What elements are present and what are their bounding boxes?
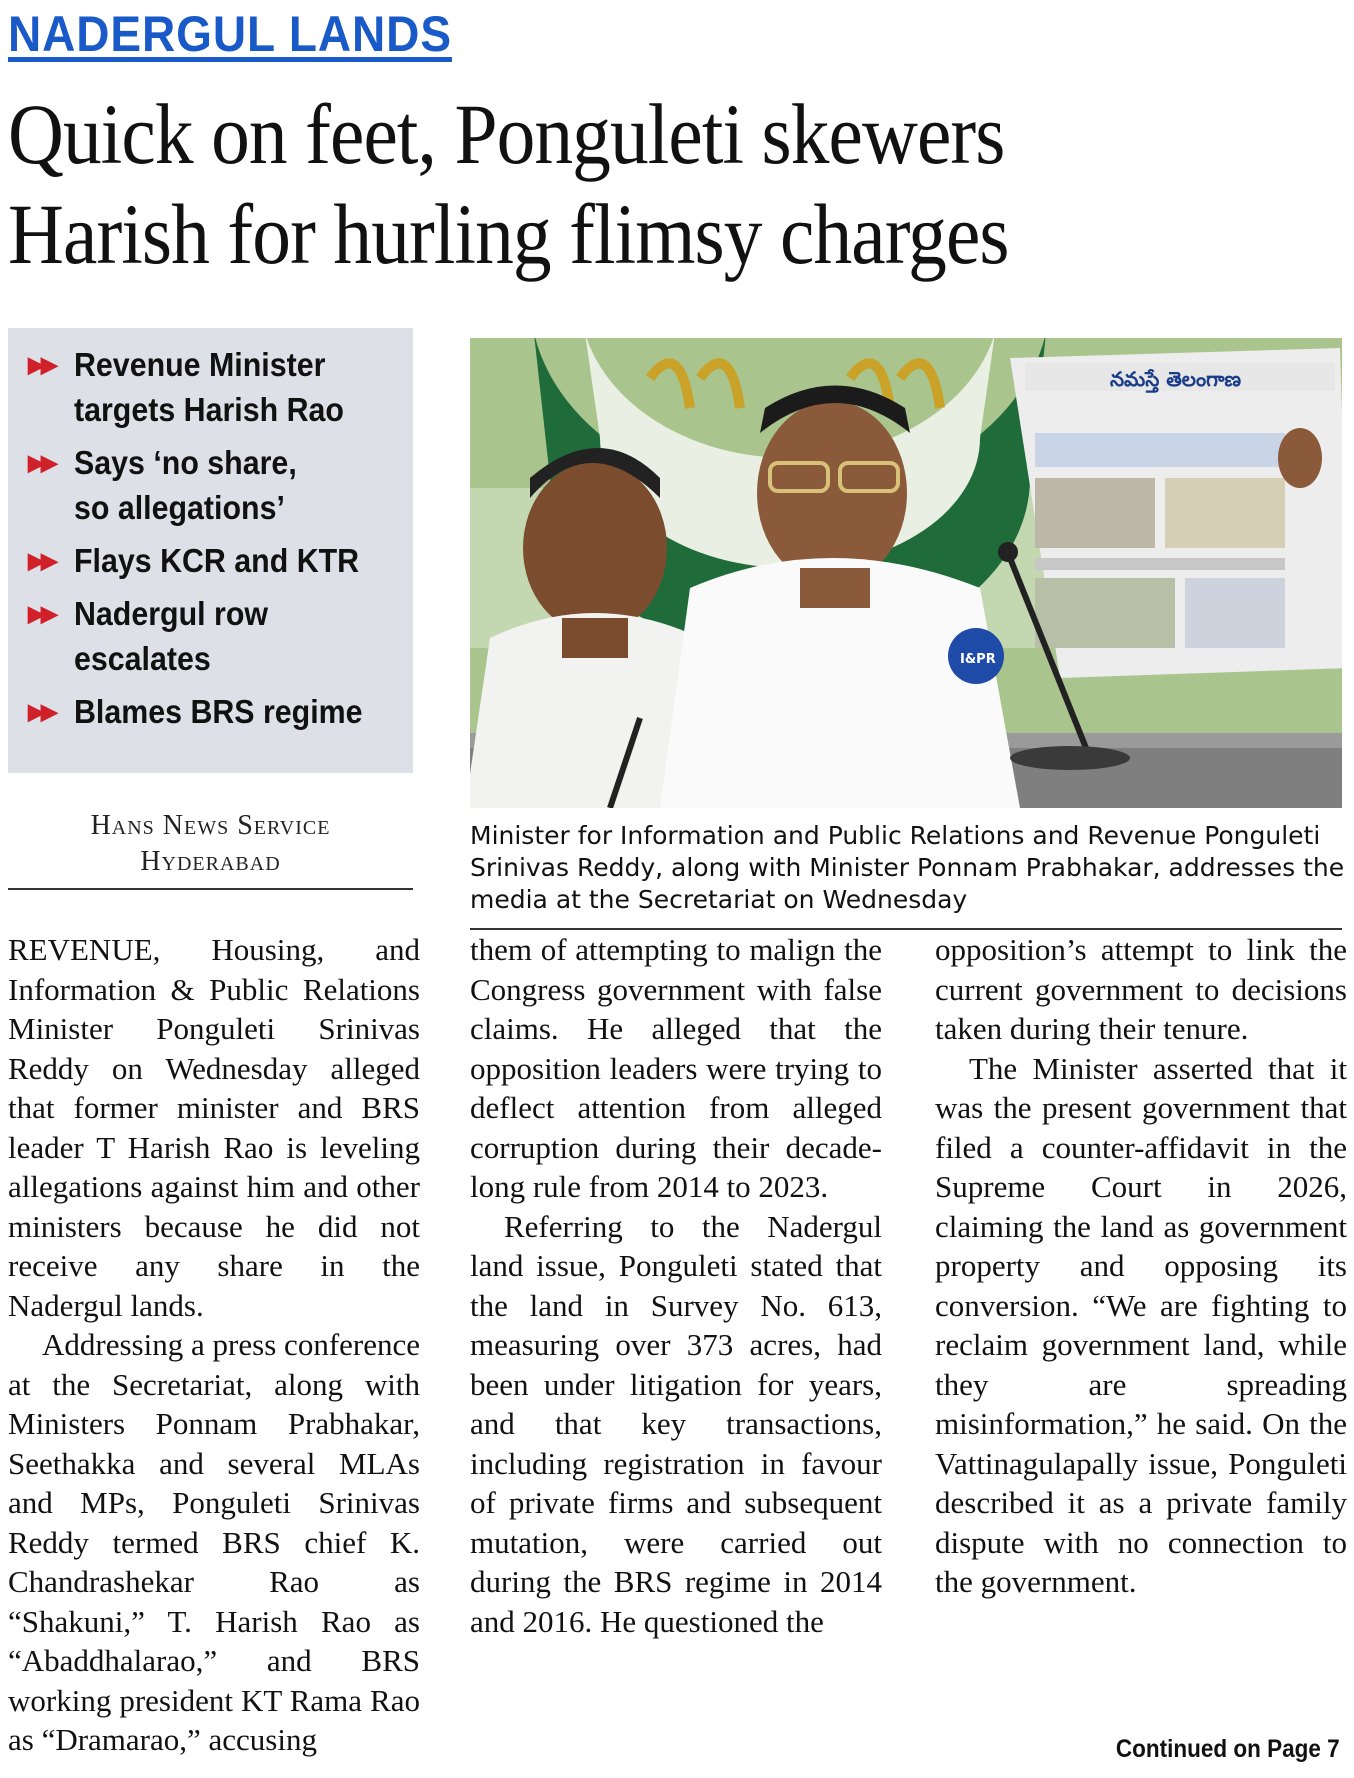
highlight-text: so allegations’ — [74, 489, 285, 526]
headline-line-2: Harish for hurling flimsy charges — [8, 186, 1009, 282]
highlight-text: escalates — [74, 640, 211, 677]
press-conference-photo — [470, 338, 1342, 808]
article-paragraph: Addressing a press conference at the Secretariat, along with Ministers Ponnam Prabhakar, Seethakka and several MLAs and MPs, Ponguleti Srinivas Reddy termed BRS chief K. Chandrashekar Rao as “Shakuni,” T. Harish Rao as “Abaddhalarao,” and BRS working president KT Rama Rao as “Dramarao,” accusing — [8, 1327, 420, 1757]
article-column-3 — [935, 930, 1347, 1602]
mic-tag-label: I&PR — [960, 652, 996, 667]
article-paragraph: Referring to the Nadergul land issue, Ponguleti stated that the land in Survey No. 613, measuring over 373 acres, had been under litigation for years, and that key transactions, including registration in favour of private firms and subsequent mutation, were carried out during the BRS regime in 2014 and 2016. He questioned the — [470, 1208, 882, 1639]
highlight-text: Revenue Minister — [74, 346, 326, 383]
article-paragraph: REVENUE, Housing, and Information & Public Relations Minister Ponguleti Srinivas Reddy on Wednesday alleged that former minister and BRS leader T Harish Rao is leveling allegations against him and other ministers because he did not receive any share in the Nadergul lands. — [8, 932, 420, 1323]
highlight-text: targets Harish Rao — [74, 391, 344, 428]
highlight-text: Says ‘no share, — [74, 444, 297, 481]
double-arrow-icon: ▶▶ — [28, 548, 54, 573]
double-arrow-icon: ▶▶ — [28, 352, 54, 377]
article-column-1 — [8, 930, 420, 1760]
photo-caption: Minister for Information and Public Relations and Revenue Ponguleti Srinivas Reddy, along with Minister Ponnam Prabhakar, addresses the media at the Secretariat on Wednesday — [470, 821, 1345, 914]
highlight-item — [28, 440, 403, 530]
highlight-text: Blames BRS regime — [74, 693, 363, 730]
section-kicker: NADERGUL LANDS — [8, 6, 452, 62]
highlight-item — [28, 591, 403, 681]
byline — [8, 808, 413, 880]
article-paragraph: The Minister asserted that it was the present government that filed a counter-affidavit in the Supreme Court in 2026, claiming the land as government property and opposing its conversion. “We are fighting to reclaim government land, while they are spreading misinformation,” he said. On the Vattinagulapally issue, Ponguleti described it as a private family dispute with no connection to the government. — [935, 1050, 1347, 1599]
byline-city: Hyderabad — [140, 846, 281, 877]
continued-link[interactable]: Continued on Page 7 — [1116, 1735, 1340, 1763]
highlight-item — [28, 689, 403, 734]
article-paragraph: opposition’s attempt to link the current government to decisions taken during their tenure. — [935, 932, 1347, 1046]
headline — [8, 84, 1214, 284]
highlight-text: Flays KCR and KTR — [74, 542, 360, 579]
headline-line-1: Quick on feet, Ponguleti skewers — [8, 86, 1005, 182]
highlights-box — [8, 328, 413, 773]
byline-divider — [8, 888, 413, 890]
highlight-item — [28, 538, 403, 583]
double-arrow-icon: ▶▶ — [28, 699, 54, 724]
double-arrow-icon: ▶▶ — [28, 450, 54, 475]
article-paragraph: them of attempting to malign the Congress government with false claims. He alleged that the opposition leaders were trying to deflect attention from alleged corruption during their decade-long rule from 2014 to 2023. — [470, 932, 882, 1204]
highlight-item — [28, 342, 403, 432]
double-arrow-icon: ▶▶ — [28, 601, 54, 626]
article-column-2 — [470, 930, 882, 1641]
byline-service: Hans News Service — [90, 810, 331, 841]
highlight-text: Nadergul row — [74, 595, 268, 632]
newspaper-masthead: నమస్తే తెలంగాణ — [1110, 367, 1242, 391]
photo-illustration — [470, 338, 1342, 808]
